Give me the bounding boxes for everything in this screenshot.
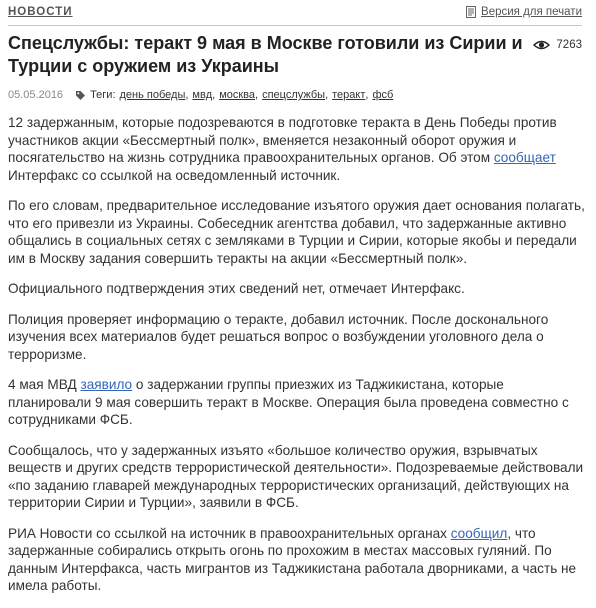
view-counter: [533, 39, 582, 51]
article-paragraph: Сообщалось, что у задержанных изъято «большое количество оружия, взрывчатых веществ и других средств террористической деятельности». Подозреваемые действовали «по заданию главарей международных террористических организаций, действующих на территории Сирии и Турции», заявили в ФСБ.: [8, 442, 584, 510]
view-count: 7263: [556, 39, 582, 51]
article-paragraph: 4 мая МВД заявило о задержании группы приезжих из Таджикистана, которые планировали 9 мая совершить теракт в Москве. Операция была проведена совместно с сотрудниками ФСБ.: [8, 377, 569, 427]
tags-label: Теги:: [90, 89, 116, 101]
document-icon: [466, 6, 476, 18]
tag-link[interactable]: теракт: [332, 89, 366, 101]
article-body: [8, 114, 588, 608]
header-divider: [8, 25, 582, 26]
tag-link[interactable]: мвд: [192, 89, 213, 101]
tag-link[interactable]: день победы: [119, 89, 186, 101]
source-link-ria[interactable]: сообщил: [450, 525, 508, 541]
article-paragraph: Официального подтверждения этих сведений нет, отмечает Интерфакс.: [8, 281, 465, 296]
article-paragraph: По его словам, предварительное исследование изъятого оружия дает основания полагать, что его привезли из Украины. Собеседник агентства добавил, что задержанные активно общались в социальных сетях с земляками в Турции и Сирии, которые якобы и передали им в Москву задания совершить теракты на акции «Бессмертный полк».: [8, 198, 585, 266]
tag-icon: [75, 90, 86, 101]
article-meta: 05.05.2016 Теги: день победы , мвд , москва , спецслужбы , теракт , фсб: [8, 89, 394, 101]
source-link-mvd[interactable]: заявило: [80, 377, 133, 392]
print-version-button[interactable]: [466, 6, 582, 18]
article-paragraph: Полиция проверяет информацию о теракте, добавил источник. После досконального изучения всех материалов будет решаться вопрос о возбуждении уголовного дела о терроризме.: [8, 311, 549, 362]
top-bar: [8, 6, 582, 24]
source-link-interfax[interactable]: сообщает: [493, 150, 556, 165]
article-paragraph: 12 задержанным, которые подозреваются в подготовке теракта в День Победы против участников акции «Бессмертный полк», вменяется незаконный оборот оружия и посягательство на жизнь сотрудника правоохранительных органов. Об этом сообщает Интерфакс со ссылкой на осведомленный источник.: [8, 115, 557, 183]
article-title: Спецслужбы: теракт 9 мая в Москве готовили из Сирии и Турции с оружием из Украины: [8, 33, 523, 76]
tag-link[interactable]: москва: [219, 89, 256, 101]
publish-date: 05.05.2016: [8, 89, 64, 101]
print-version-link[interactable]: Версия для печати: [481, 6, 582, 18]
eye-icon: [533, 40, 550, 50]
section-link-news[interactable]: НОВОСТИ: [8, 6, 73, 18]
tag-link[interactable]: фсб: [372, 89, 394, 101]
tag-link[interactable]: спецслужбы: [262, 89, 326, 101]
article-paragraph: РИА Новости со ссылкой на источник в правоохранительных органах сообщил, что задержанные собирались открыть огонь по прохожим в местах массовых гуляний. По данным Интерфакса, часть мигрантов из Таджикистана работала дворниками, а часть не имела работы.: [8, 525, 577, 593]
